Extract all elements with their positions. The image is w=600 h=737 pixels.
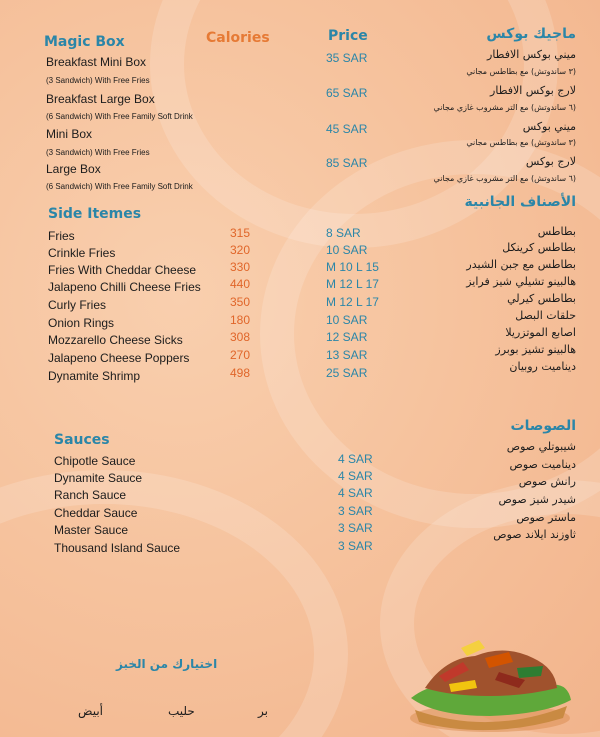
side-item-name-ar: حلقات البصل xyxy=(515,309,576,322)
sauce-name: Thousand Island Sauce xyxy=(54,541,181,555)
sandwich-photo xyxy=(405,618,575,733)
sauce-name: Cheddar Sauce xyxy=(54,506,138,520)
bread-option-white: أبيض xyxy=(78,704,103,718)
sauce-price: 3 SAR xyxy=(338,504,373,518)
sauce-price: 4 SAR xyxy=(338,452,373,466)
magic-item-sub-ar: (٣ ساندوتش) مع بطاطس مجاني xyxy=(466,67,576,76)
side-item-price: M 10 L 15 xyxy=(326,260,379,274)
magic-box-heading: Magic Box xyxy=(44,34,125,50)
side-item-calories: 315 xyxy=(230,226,251,240)
side-item-name-ar: بطاطس كرينكل xyxy=(502,241,576,254)
side-item-price: 10 SAR xyxy=(326,313,368,327)
side-item-name: Fries xyxy=(48,229,75,243)
side-item-name: Jalapeno Cheese Poppers xyxy=(48,351,190,365)
side-item-name-ar: اصابع الموتزريلا xyxy=(505,326,576,339)
side-item-calories: 180 xyxy=(230,313,251,327)
sauce-name-ar: ثاوزند ايلاند صوص xyxy=(493,528,576,541)
sauce-name: Ranch Sauce xyxy=(54,488,127,502)
sauce-price: 3 SAR xyxy=(338,521,373,535)
magic-item-price: 35 SAR xyxy=(326,51,368,65)
magic-item-price: 45 SAR xyxy=(326,122,368,136)
magic-item-sub: (3 Sandwich) With Free Fries xyxy=(46,76,150,85)
bread-choice-heading: اختيارك من الخبز xyxy=(116,657,218,671)
side-item-calories: 350 xyxy=(230,295,251,309)
bread-option-brown: بر xyxy=(258,704,268,718)
price-heading: Price xyxy=(328,28,368,44)
side-item-calories: 330 xyxy=(230,260,251,274)
side-item-price: 12 SAR xyxy=(326,330,368,344)
bread-option-milk: حليب xyxy=(168,704,195,718)
side-item-name-ar: ديناميت روبيان xyxy=(509,360,576,373)
background-swirl xyxy=(0,470,348,737)
side-item-name: Onion Rings xyxy=(48,316,115,330)
side-items-heading-ar: الأصناف الجانبية xyxy=(464,194,576,210)
sauce-name-ar: ديناميت صوص xyxy=(509,458,576,471)
sauce-name-ar: ماستر صوص xyxy=(516,511,576,524)
sauce-name: Dynamite Sauce xyxy=(54,471,143,485)
magic-item-sub-ar: (٦ ساندوتش) مع التر مشروب غازي مجاني xyxy=(433,103,576,112)
side-item-name: Dynamite Shrimp xyxy=(48,369,141,383)
sauce-price: 4 SAR xyxy=(338,486,373,500)
magic-item-name-ar: لارج بوكس الافطار xyxy=(490,84,576,97)
side-item-name-ar: بطاطس xyxy=(537,225,576,238)
magic-item-sub: (6 Sandwich) With Free Family Soft Drink xyxy=(46,112,193,121)
magic-item-name-ar: ميني بوكس xyxy=(522,120,576,133)
magic-item-price: 85 SAR xyxy=(326,156,368,170)
side-item-name: Crinkle Fries xyxy=(48,246,116,260)
magic-item-name-ar: لارج بوكس xyxy=(525,155,576,168)
sauce-name-ar: رانش صوص xyxy=(518,475,576,488)
side-item-name: Jalapeno Chilli Cheese Fries xyxy=(48,280,201,294)
magic-item-sub-ar: (٦ ساندوتش) مع التر مشروب غازي مجاني xyxy=(433,174,576,183)
side-item-calories: 270 xyxy=(230,348,251,362)
side-item-name: Fries With Cheddar Cheese xyxy=(48,263,197,277)
sauce-price: 3 SAR xyxy=(338,539,373,553)
magic-item-price: 65 SAR xyxy=(326,86,368,100)
side-item-calories: 440 xyxy=(230,277,251,291)
sauces-heading-ar: الصوصات xyxy=(510,418,576,434)
sauce-name: Chipotle Sauce xyxy=(54,454,136,468)
side-item-name-ar: هالبينو تشيلي شيز فرايز xyxy=(466,275,576,288)
side-item-price: 25 SAR xyxy=(326,366,368,380)
magic-item-sub: (6 Sandwich) With Free Family Soft Drink xyxy=(46,182,193,191)
sauce-name: Master Sauce xyxy=(54,523,129,537)
magic-item-name: Breakfast Mini Box xyxy=(46,55,147,69)
magic-item-sub-ar: (٣ ساندوتش) مع بطاطس مجاني xyxy=(466,138,576,147)
magic-item-name: Breakfast Large Box xyxy=(46,92,155,106)
sauce-name-ar: شيدر شيز صوص xyxy=(498,493,576,506)
side-item-name-ar: بطاطس كيرلي xyxy=(507,292,576,305)
magic-item-name: Mini Box xyxy=(46,127,93,141)
side-item-name-ar: هالبينو تشيز بوبرز xyxy=(495,343,576,356)
side-item-price: M 12 L 17 xyxy=(326,277,379,291)
sauces-heading: Sauces xyxy=(54,432,110,448)
side-item-price: M 12 L 17 xyxy=(326,295,379,309)
side-item-price: 8 SAR xyxy=(326,226,361,240)
magic-item-sub: (3 Sandwich) With Free Fries xyxy=(46,148,150,157)
side-item-calories: 320 xyxy=(230,243,251,257)
magic-item-name: Large Box xyxy=(46,162,101,176)
side-item-price: 10 SAR xyxy=(326,243,368,257)
magic-item-name-ar: ميني بوكس الافطار xyxy=(487,48,576,61)
sauce-price: 4 SAR xyxy=(338,469,373,483)
side-item-name: Mozzarello Cheese Sicks xyxy=(48,333,183,347)
side-item-price: 13 SAR xyxy=(326,348,368,362)
side-item-calories: 308 xyxy=(230,330,251,344)
side-item-calories: 498 xyxy=(230,366,251,380)
side-item-name-ar: بطاطس مع جبن الشيدر xyxy=(466,258,576,271)
sauce-name-ar: شيبوتلي صوص xyxy=(506,440,576,453)
calories-heading: Calories xyxy=(206,30,270,46)
side-items-heading: Side Itemes xyxy=(48,206,142,222)
magic-box-heading-ar: ماجيك بوكس xyxy=(486,26,576,42)
side-item-name: Curly Fries xyxy=(48,298,107,312)
